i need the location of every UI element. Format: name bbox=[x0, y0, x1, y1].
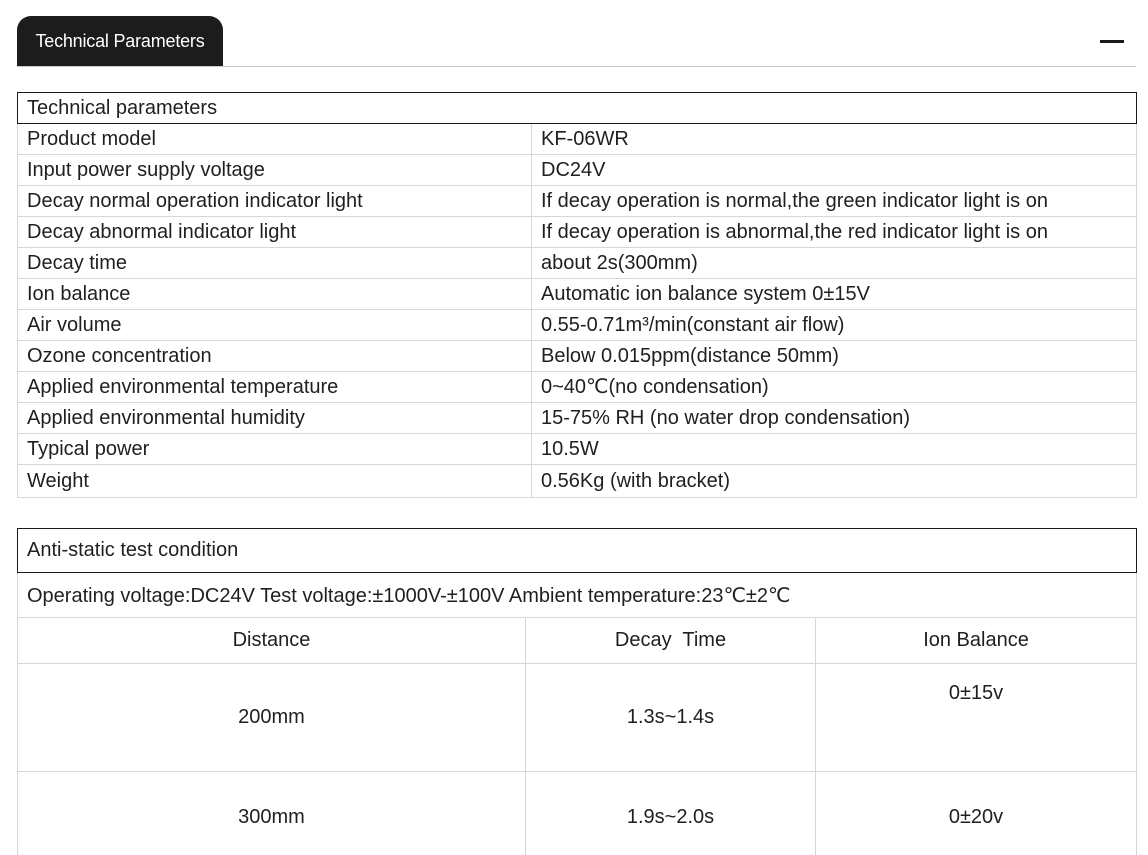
param-label: Air volume bbox=[18, 310, 532, 341]
condition-row bbox=[18, 573, 1137, 618]
param-value: about 2s(300mm) bbox=[532, 248, 1137, 279]
table-row bbox=[18, 372, 1137, 403]
param-label: Decay time bbox=[18, 248, 532, 279]
table-title: Technical parameters bbox=[18, 93, 1137, 124]
anti-static-table bbox=[17, 528, 1137, 855]
param-label: Applied environmental humidity bbox=[18, 403, 532, 434]
column-header-decay-time: Decay Time bbox=[526, 618, 816, 664]
param-label: Decay normal operation indicator light bbox=[18, 186, 532, 217]
table-row bbox=[18, 248, 1137, 279]
param-value: DC24V bbox=[532, 155, 1137, 186]
param-value: Below 0.015ppm(distance 50mm) bbox=[532, 341, 1137, 372]
param-value: Automatic ion balance system 0±15V bbox=[532, 279, 1137, 310]
ion-balance-cell: 0±15v bbox=[816, 664, 1137, 772]
param-label: Typical power bbox=[18, 434, 532, 465]
column-header-distance: Distance bbox=[18, 618, 526, 664]
table-title: Anti-static test condition bbox=[18, 529, 1137, 573]
param-value: 15-75% RH (no water drop condensation) bbox=[532, 403, 1137, 434]
decay-time-cell: 1.3s~1.4s bbox=[526, 664, 816, 772]
table-row bbox=[18, 310, 1137, 341]
table-row bbox=[18, 279, 1137, 310]
table-row bbox=[18, 186, 1137, 217]
table-row bbox=[18, 465, 1137, 498]
param-label: Applied environmental temperature bbox=[18, 372, 532, 403]
param-label: Input power supply voltage bbox=[18, 155, 532, 186]
table-row bbox=[18, 772, 1137, 855]
table-header-row bbox=[18, 529, 1137, 573]
technical-parameters-table bbox=[17, 92, 1137, 498]
table-row bbox=[18, 124, 1137, 155]
param-value: 0~40℃(no condensation) bbox=[532, 372, 1137, 403]
ion-balance-cell: 0±20v bbox=[816, 772, 1137, 855]
table-header-row bbox=[18, 93, 1137, 124]
column-header-row bbox=[18, 618, 1137, 664]
distance-cell: 200mm bbox=[18, 664, 526, 772]
distance-cell: 300mm bbox=[18, 772, 526, 855]
table-row bbox=[18, 434, 1137, 465]
table-row bbox=[18, 217, 1137, 248]
decay-time-cell: 1.9s~2.0s bbox=[526, 772, 816, 855]
param-label: Ion balance bbox=[18, 279, 532, 310]
param-value: 0.55-0.71m³/min(constant air flow) bbox=[532, 310, 1137, 341]
column-header-ion-balance: Ion Balance bbox=[816, 618, 1137, 664]
param-value: If decay operation is normal,the green indicator light is on bbox=[532, 186, 1137, 217]
tab-bar bbox=[17, 16, 1136, 67]
param-value: If decay operation is abnormal,the red indicator light is on bbox=[532, 217, 1137, 248]
param-value: 0.56Kg (with bracket) bbox=[532, 465, 1137, 498]
param-label: Weight bbox=[18, 465, 532, 498]
param-label: Ozone concentration bbox=[18, 341, 532, 372]
tab-technical-parameters[interactable]: Technical Parameters bbox=[17, 16, 223, 66]
param-value: KF-06WR bbox=[532, 124, 1137, 155]
table-row bbox=[18, 664, 1137, 772]
table-row bbox=[18, 403, 1137, 434]
test-condition: Operating voltage:DC24V Test voltage:±1000V-±100V Ambient temperature:23℃±2℃ bbox=[18, 573, 1137, 618]
param-label: Product model bbox=[18, 124, 532, 155]
param-value: 10.5W bbox=[532, 434, 1137, 465]
minus-icon[interactable] bbox=[1100, 40, 1124, 43]
param-label: Decay abnormal indicator light bbox=[18, 217, 532, 248]
table-row bbox=[18, 155, 1137, 186]
table-row bbox=[18, 341, 1137, 372]
